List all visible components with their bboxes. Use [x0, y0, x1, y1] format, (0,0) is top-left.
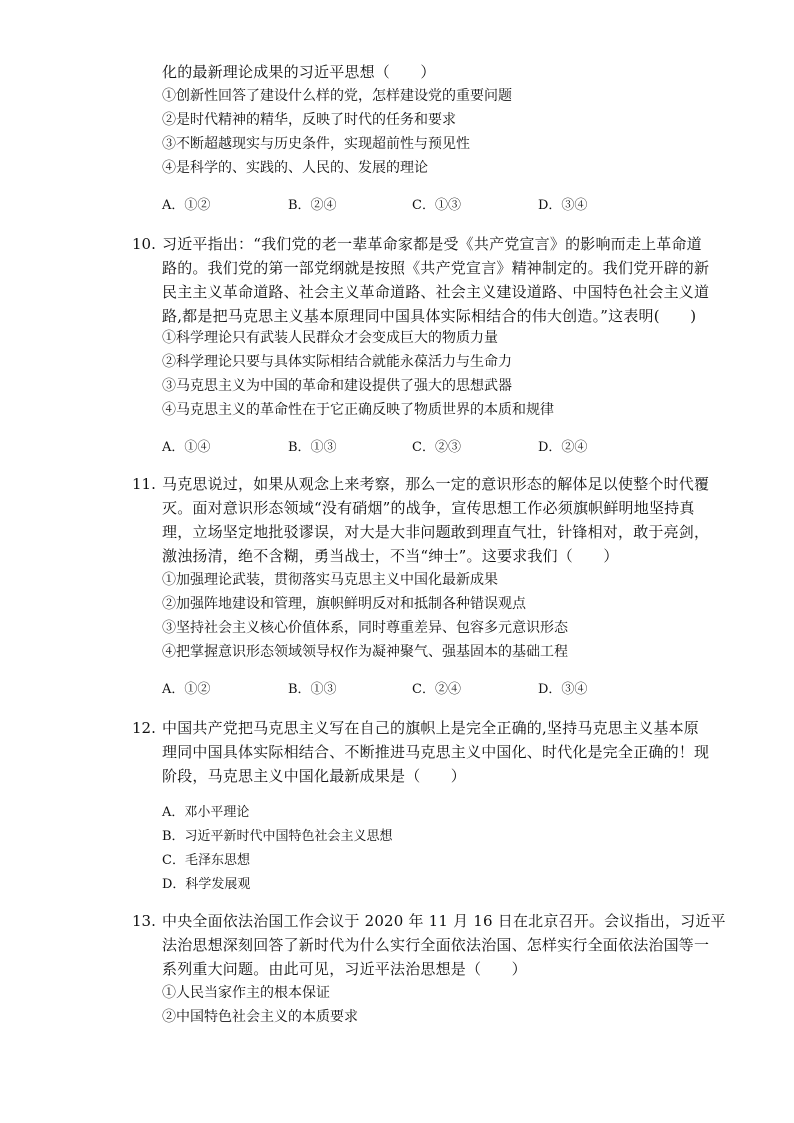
q11-option-c[interactable]: C．②④	[412, 682, 461, 697]
q12-option-b[interactable]: B．习近平新时代中国特色社会主义思想	[162, 829, 393, 844]
q11-stem-line: 理，立场坚定地批驳谬误，对大是大非问题敢到理直气壮，针锋相对，敢于亮剑，	[162, 523, 710, 541]
q13-number: 13.	[132, 912, 156, 930]
q11-option-d[interactable]: D．③④	[538, 682, 588, 697]
q11-stem-line: 激浊扬清，绝不含糊，勇当战士，不当“绅士”。这要求我们（ ）	[162, 547, 619, 565]
q9-option-b[interactable]: B．②④	[288, 198, 337, 213]
q13-stem-line: 系列重大问题。由此可见，习近平法治思想是（ ）	[162, 960, 527, 978]
q10-item: ④马克思主义的革命性在于它正确反映了物质世界的本质和规律	[162, 402, 554, 418]
q12-stem-line: 中国共产党把马克思主义写在自己的旗帜上是完全正确的,坚持马克思主义基本原	[162, 719, 699, 737]
q10-item: ①科学理论只有武装人民群众才会变成巨大的物质力量	[162, 330, 498, 346]
q12-option-c[interactable]: C．毛泽东思想	[162, 853, 250, 868]
q12-stem-line: 理同中国具体实际相结合、不断推进马克思主义中国化、时代化是完全正确的！现	[162, 743, 710, 761]
q11-stem-line: 灭。面对意识形态领域“没有硝烟”的战争，宣传思想工作必须旗帜鲜明地坚持真	[162, 499, 695, 517]
q9-item: ②是时代精神的精华，反映了时代的任务和要求	[162, 112, 456, 128]
q10-stem-line: 路的。我们党的第一部党纲就是按照《共产党宣言》精神制定的。我们党开辟的新	[162, 259, 710, 277]
q9-option-c[interactable]: C．①③	[412, 198, 461, 213]
q10-option-b[interactable]: B．①③	[288, 440, 337, 455]
q10-option-d[interactable]: D．②④	[538, 440, 588, 455]
q11-item: ③坚持社会主义核心价值体系，同时尊重差异、包容多元意识形态	[162, 620, 568, 636]
q10-number: 10.	[132, 235, 156, 253]
q10-stem-line: 路,都是把马克思主义基本原理同中国具体实际相结合的伟大创造。”这表明( )	[162, 307, 697, 325]
q11-option-b[interactable]: B．①③	[288, 682, 337, 697]
q13-stem-line: 中央全面依法治国工作会议于 2020 年 11 月 16 日在北京召开。会议指出，习近平	[162, 912, 726, 930]
q11-stem-line: 马克思说过，如果从观念上来考察，那么一定的意识形态的解体足以使整个时代覆	[162, 475, 710, 493]
q13-item: ②中国特色社会主义的本质要求	[162, 1009, 358, 1025]
q10-item: ③马克思主义为中国的革命和建设提供了强大的思想武器	[162, 378, 512, 394]
q10-stem-line: 习近平指出：“我们党的老一辈革命家都是受《共产党宣言》的影响而走上革命道	[162, 235, 702, 253]
q12-number: 12.	[132, 719, 156, 737]
q12-option-d[interactable]: D．科学发展观	[162, 877, 251, 892]
q10-option-c[interactable]: C．②③	[412, 440, 461, 455]
q11-option-a[interactable]: A．①②	[162, 682, 211, 697]
q9-option-a[interactable]: A．①②	[162, 198, 211, 213]
q9-item: ④是科学的、实践的、人民的、发展的理论	[162, 160, 428, 176]
q12-option-a[interactable]: A．邓小平理论	[162, 805, 250, 820]
q11-item: ④把掌握意识形态领域领导权作为凝神聚气、强基固本的基础工程	[162, 644, 568, 660]
q11-item: ②加强阵地建设和管理，旗帜鲜明反对和抵制各种错误观点	[162, 596, 526, 612]
q11-item: ①加强理论武装，贯彻落实马克思主义中国化最新成果	[162, 572, 498, 588]
q9-option-d[interactable]: D．③④	[538, 198, 588, 213]
q10-stem-line: 民主主义革命道路、社会主义革命道路、社会主义建设道路、中国特色社会主义道	[162, 283, 710, 301]
q13-stem-line: 法治思想深刻回答了新时代为什么实行全面依法治国、怎样实行全面依法治国等一	[162, 936, 710, 954]
q12-stem-line: 阶段，马克思主义中国化最新成果是（ ）	[162, 767, 467, 785]
q10-item: ②科学理论只要与具体实际相结合就能永葆活力与生命力	[162, 354, 512, 370]
q10-option-a[interactable]: A．①④	[162, 440, 211, 455]
q9-stem-line: 化的最新理论成果的习近平思想（ ）	[162, 63, 436, 81]
q13-item: ①人民当家作主的根本保证	[162, 985, 330, 1001]
q11-number: 11.	[132, 475, 156, 493]
q9-item: ①创新性回答了建设什么样的党，怎样建设党的重要问题	[162, 88, 512, 104]
q9-item: ③不断超越现实与历史条件，实现超前性与预见性	[162, 136, 470, 152]
